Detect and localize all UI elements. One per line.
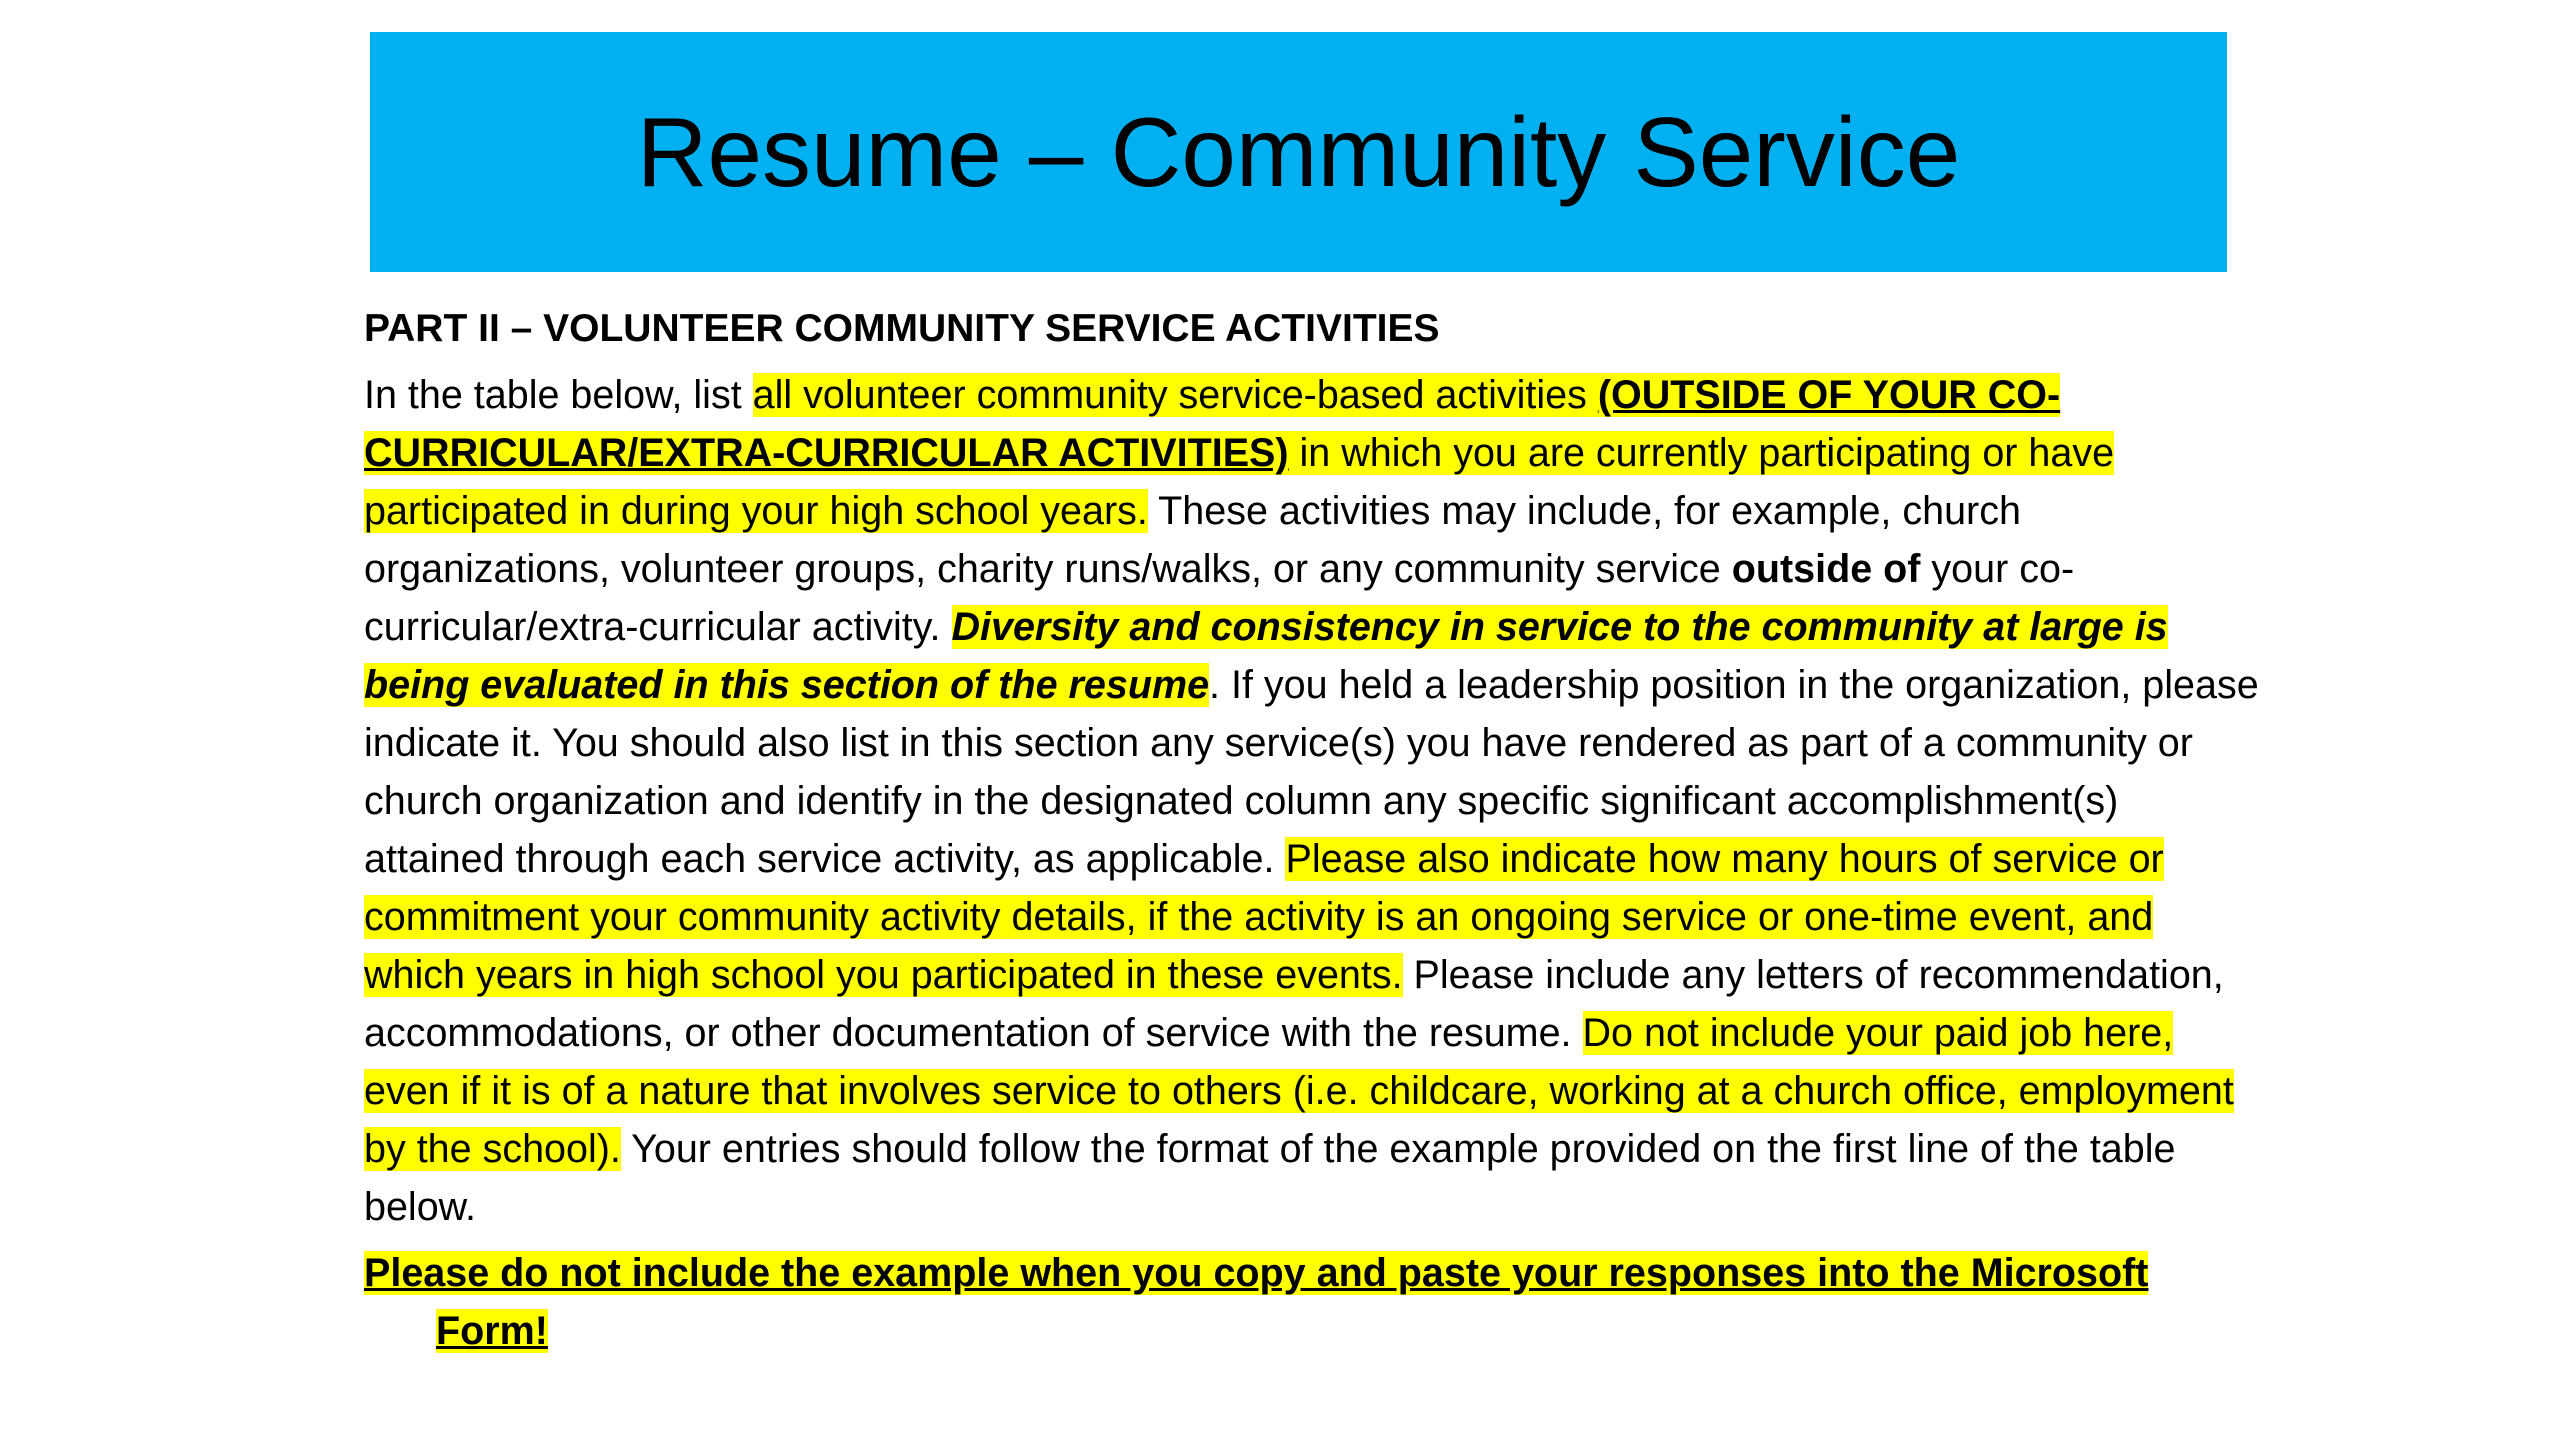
highlighted-text: Do not include your paid job here, even if it is of a nature that involves service to others (i.e. childcare, working at a church office, employment by the school).: [364, 1011, 2234, 1171]
closing-note: [364, 1244, 2264, 1360]
text-segment: Your entries should follow the format of the example provided on the first line of the table below.: [364, 1127, 2176, 1229]
bold-text: outside of: [1731, 547, 1921, 591]
text-segment: In the table below, list: [364, 373, 753, 417]
section-heading: PART II – VOLUNTEER COMMUNITY SERVICE ACTIVITIES: [364, 307, 1440, 350]
highlighted-text: all volunteer community service-based activities: [752, 373, 1598, 417]
highlighted-bold-italic-text: Diversity and consistency in service to the community at large is being evaluated in this section of the resume: [364, 605, 2168, 707]
text-segment: Please include any letters of recommendation, accommodations, or other documentation of service with the resume.: [364, 953, 2224, 1055]
title-banner: [370, 32, 2227, 272]
highlighted-bold-underlined-text: (OUTSIDE OF YOUR CO-CURRICULAR/EXTRA-CURRICULAR ACTIVITIES): [364, 373, 2061, 475]
page-title: Resume – Community Service: [636, 96, 1961, 207]
highlighted-text: in which you are currently participating or have participated in during your high school years.: [364, 431, 2115, 533]
text-segment: your co-curricular/extra-curricular activity.: [364, 547, 2075, 649]
highlighted-text: Please also indicate how many hours of service or commitment your community activity details, if the activity is an ongoing service or one-time event, and which years in high school you participated in these events.: [364, 837, 2164, 997]
text-segment: . If you held a leadership position in the organization, please indicate it. You should also list in this section any service(s) you have rendered as part of a community or church organization and identify in the designated column any specific significant accomplishment(s) attained through each service activity, as applicable.: [364, 663, 2259, 881]
text-segment: These activities may include, for example, church organizations, volunteer groups, charity runs/walks, or any community service: [364, 489, 2021, 591]
instructions-paragraph: [364, 366, 2264, 1236]
document-body: [364, 300, 2264, 1360]
highlighted-closing-text: Please do not include the example when you copy and paste your responses into the Microsoft Form!: [364, 1251, 2149, 1353]
